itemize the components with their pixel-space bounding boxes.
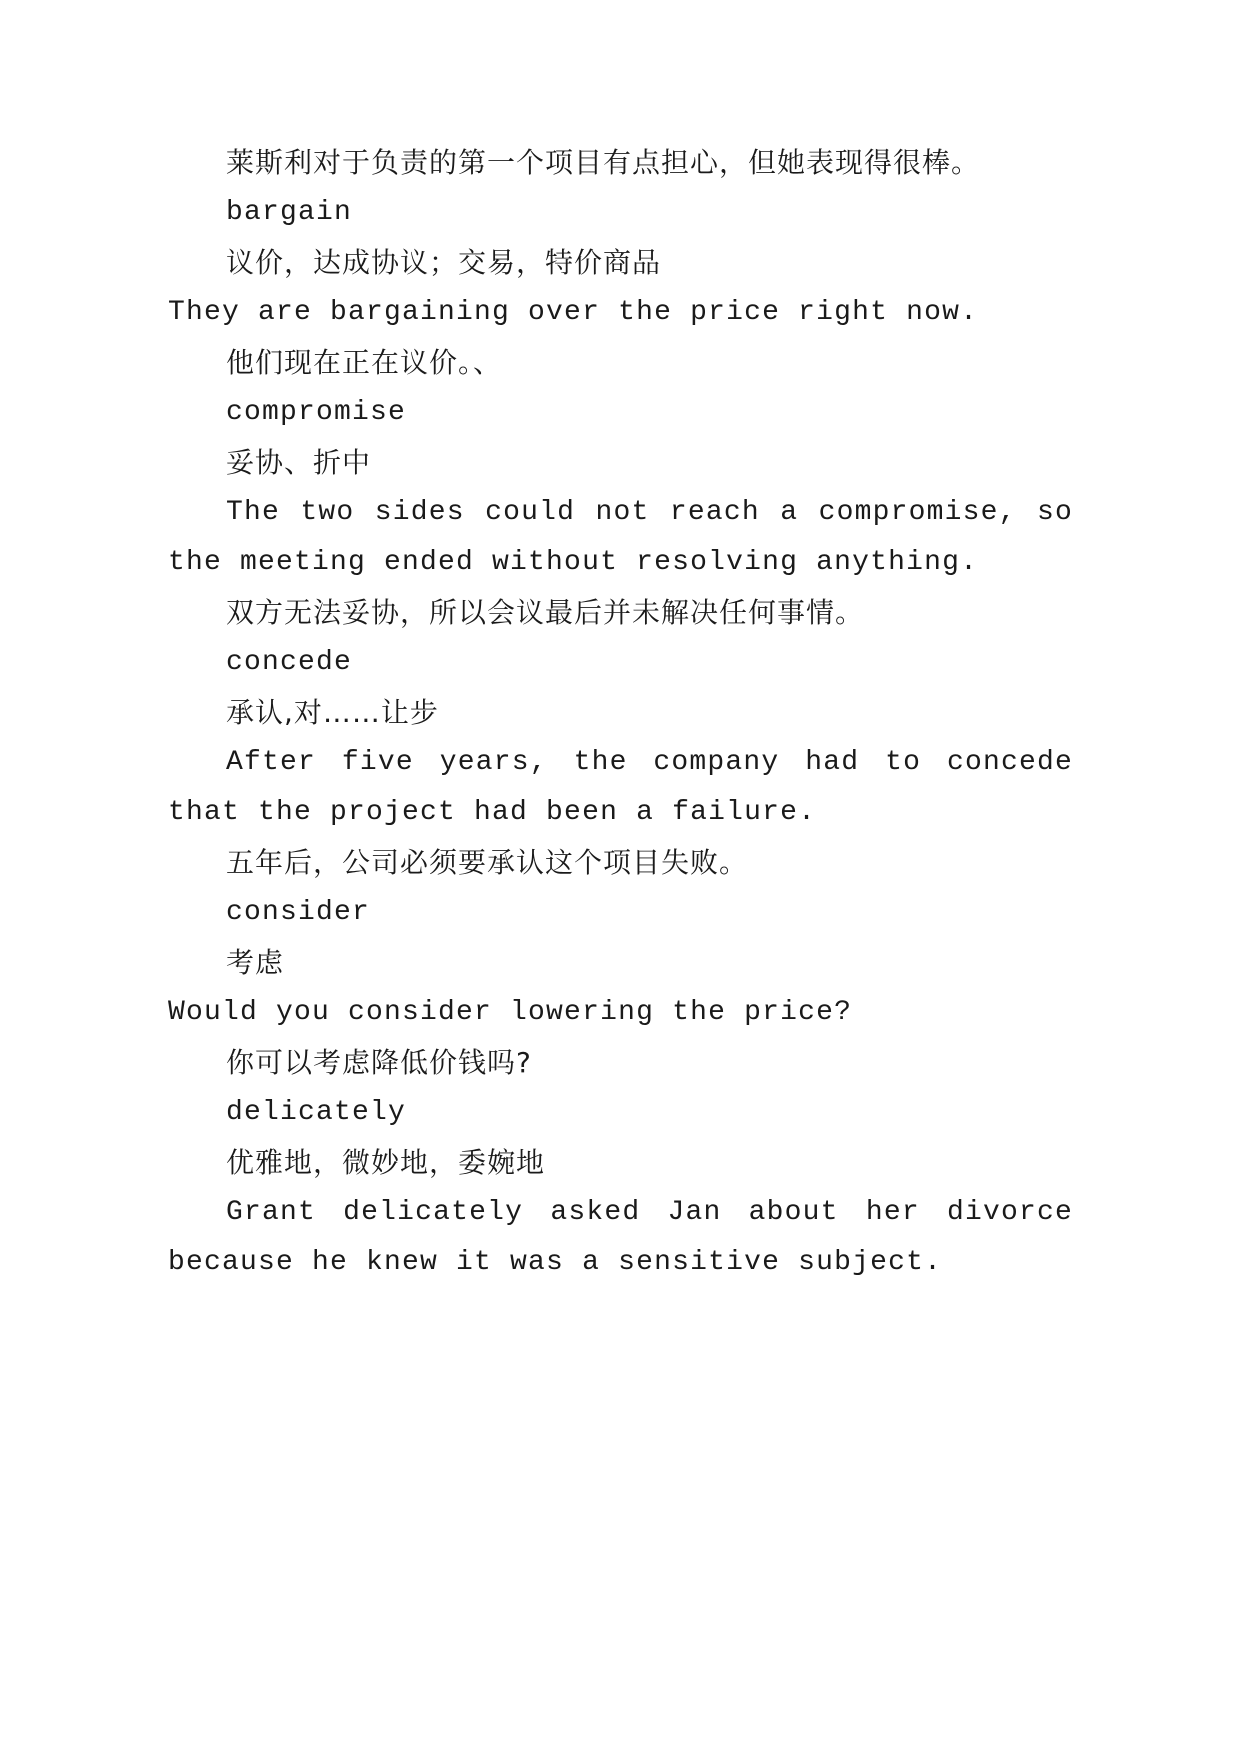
vocab-definition-bargain: 议价，达成协议；交易，特价商品 xyxy=(226,246,662,279)
vocab-definition-consider: 考虑 xyxy=(226,946,285,979)
vocab-example-consider-cn: 你可以考虑降低价钱吗? xyxy=(226,1046,532,1079)
document-body xyxy=(168,138,1092,1288)
vocab-definition-delicately: 优雅地，微妙地，委婉地 xyxy=(226,1146,546,1179)
vocab-example-bargain-en: They are bargaining over the price right now. xyxy=(168,297,979,328)
vocab-example-bargain-cn: 他们现在正在议价。、 xyxy=(226,346,503,379)
vocab-definition-compromise: 妥协、折中 xyxy=(226,446,372,479)
vocab-word-compromise: compromise xyxy=(226,397,407,428)
vocab-example-concede-en: After five years, the company had to concede that the project had been a failure. xyxy=(168,747,1092,828)
vocab-example-compromise-en: The two sides could not reach a compromise, so the meeting ended without resolving anything. xyxy=(168,497,1092,578)
vocab-word-concede: concede xyxy=(226,647,353,678)
vocab-definition-concede: 承认,对……让步 xyxy=(226,696,439,729)
vocab-example-consider-en: Would you consider lowering the price? xyxy=(168,997,853,1028)
paragraph-intro-cn: 莱斯利对于负责的第一个项目有点担心，但她表现得很棒。 xyxy=(226,146,981,179)
vocab-example-compromise-cn: 双方无法妥协，所以会议最后并未解决任何事情。 xyxy=(226,596,865,629)
vocab-word-bargain: bargain xyxy=(226,197,353,228)
vocab-example-delicately-en: Grant delicately asked Jan about her divorce because he knew it was a sensitive subject. xyxy=(168,1197,1092,1278)
vocab-word-consider: consider xyxy=(226,897,371,928)
vocab-example-concede-cn: 五年后，公司必须要承认这个项目失败。 xyxy=(226,846,749,879)
vocab-word-delicately: delicately xyxy=(226,1097,407,1128)
